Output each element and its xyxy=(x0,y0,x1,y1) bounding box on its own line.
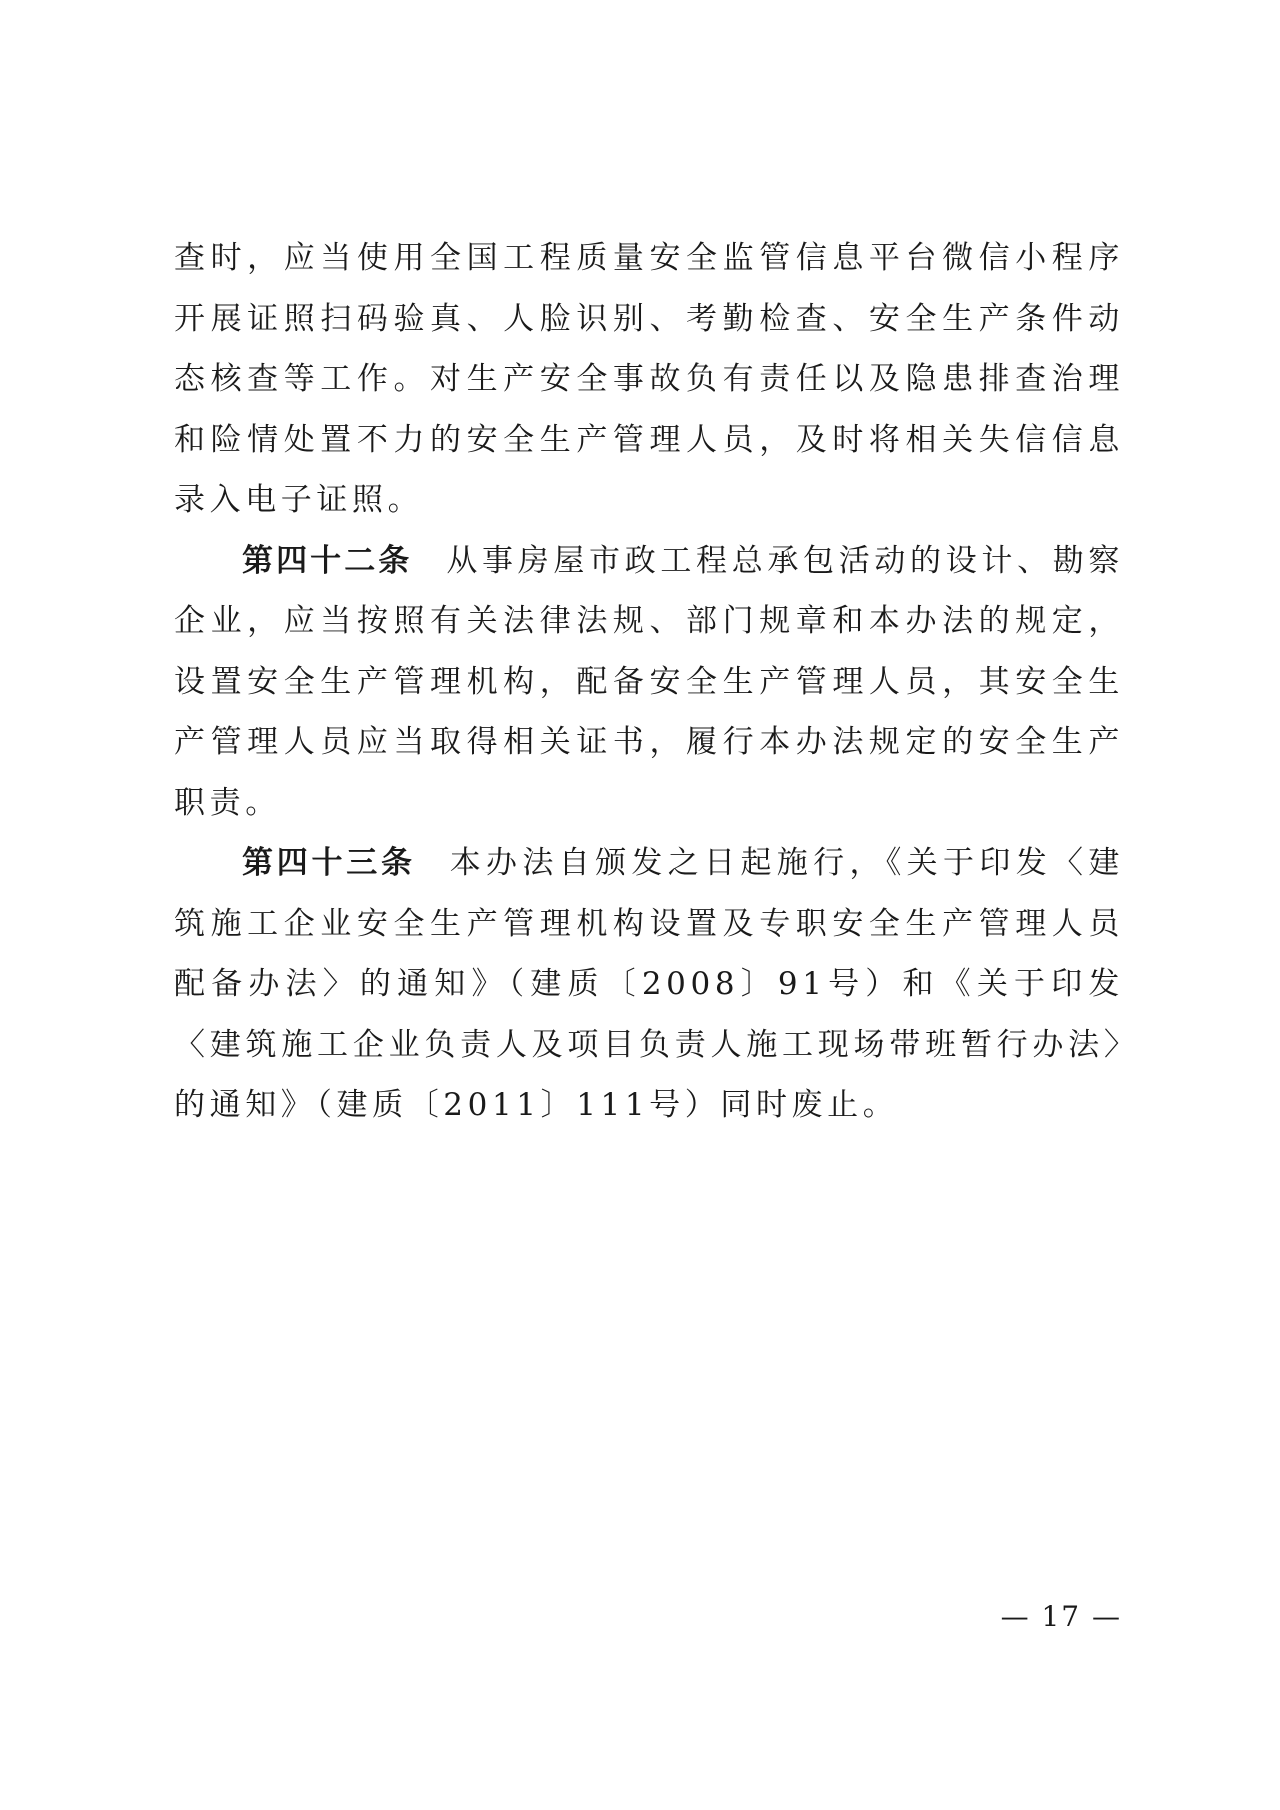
paragraph-article-43 xyxy=(174,833,1124,1136)
paragraph-text: 查时，应当使用全国工程质量安全监管信息平台微信小程序开展证照扫码验真、人脸识别、考勤检查、安全生产条件动态核查等工作。对生产安全事故负有责任以及隐患排查治理和险情处置不力的安全生产管理人员，及时将相关失信信息录入电子证照。 xyxy=(174,240,1124,518)
paragraph-continuation xyxy=(174,228,1124,531)
paragraph-article-42 xyxy=(174,531,1124,834)
paragraph-text: 从事房屋市政工程总承包活动的设计、勘察企业，应当按照有关法律法规、部门规章和本办法的规定，设置安全生产管理机构，配备安全生产管理人员，其安全生产管理人员应当取得相关证书，履行本办法规定的安全生产职责。 xyxy=(174,542,1125,821)
article-number: 第四十二条 xyxy=(242,542,413,579)
document-body xyxy=(174,228,1124,1136)
article-number: 第四十三条 xyxy=(242,845,416,881)
paragraph-text: 本办法自颁发之日起施行，《关于印发〈建筑施工企业安全生产管理机构设置及专职安全生产管理人员配备办法〉的通知》（建质〔2008〕91号）和《关于印发〈建筑施工企业负责人及项目负责人施工现场带班暂行办法〉的通知》（建质〔2011〕111号）同时废止。 xyxy=(174,845,1124,1123)
page-number: — 17 — xyxy=(1000,1600,1122,1633)
